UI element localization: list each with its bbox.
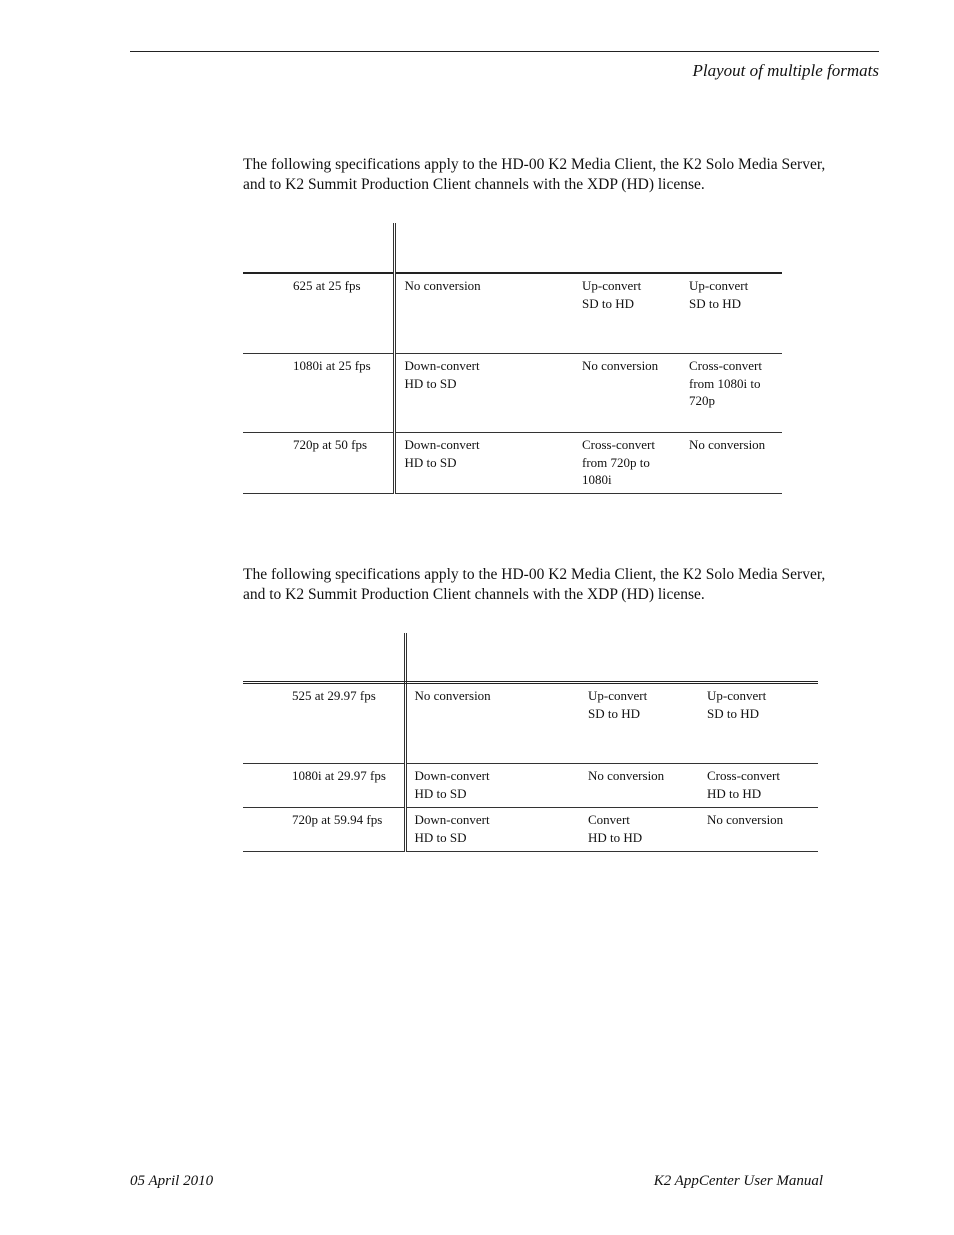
conversion-cell: Up-convert SD to HD [582, 273, 689, 354]
table-header-row [243, 633, 818, 683]
table-header-cell [707, 633, 818, 683]
conversion-cell: No conversion [689, 433, 782, 494]
conversion-cell: Down-convert HD to SD [405, 764, 588, 808]
conversion-cell: Down-convert HD to SD [394, 433, 582, 494]
table-row [243, 808, 818, 852]
table-header-cell [405, 633, 588, 683]
table-header-cell [582, 223, 689, 273]
conversion-cell: Down-convert HD to SD [394, 354, 582, 433]
section-1-intro: The following specifications apply to the HD-00 K2 Media Client, the K2 Solo Media Server, and to K2 Summit Production Client channels with the XDP (HD) license. [243, 156, 826, 193]
format-cell: 1080i at 25 fps [243, 354, 394, 433]
format-cell: 720p at 59.94 fps [243, 808, 405, 852]
conversion-cell: Cross-convert from 1080i to 720p [689, 354, 782, 433]
format-cell: 1080i at 29.97 fps [243, 764, 405, 808]
conversion-cell: No conversion [405, 683, 588, 764]
conversion-cell: Cross-convert HD to HD [707, 764, 818, 808]
conversion-cell: Up-convert SD to HD [588, 683, 707, 764]
table-header-cell [588, 633, 707, 683]
format-cell: 525 at 29.97 fps [243, 683, 405, 764]
section-2-intro: The following specifications apply to the HD-00 K2 Media Client, the K2 Solo Media Server, and to K2 Summit Production Client channels with the XDP (HD) license. [243, 566, 826, 603]
table-row [243, 764, 818, 808]
table-row [243, 354, 782, 433]
conversion-cell: Cross-convert from 720p to 1080i [582, 433, 689, 494]
table-header-cell [243, 633, 405, 683]
table-header-cell [243, 223, 394, 273]
table-row [243, 433, 782, 494]
conversion-cell: No conversion [394, 273, 582, 354]
table-header-cell [394, 223, 582, 273]
conversion-table-50hz [243, 223, 782, 494]
format-cell: 720p at 50 fps [243, 433, 394, 494]
table-row [243, 273, 782, 354]
conversion-cell: No conversion [707, 808, 818, 852]
table-header-row [243, 223, 782, 273]
format-cell: 625 at 25 fps [243, 273, 394, 354]
conversion-cell: Up-convert SD to HD [689, 273, 782, 354]
conversion-cell: Convert HD to HD [588, 808, 707, 852]
header-rule [130, 51, 879, 52]
conversion-cell: Down-convert HD to SD [405, 808, 588, 852]
table-row [243, 683, 818, 764]
conversion-table-60hz [243, 633, 818, 852]
conversion-cell: Up-convert SD to HD [707, 683, 818, 764]
footer-manual-title: K2 AppCenter User Manual [653, 1173, 823, 1189]
conversion-cell: No conversion [582, 354, 689, 433]
conversion-cell: No conversion [588, 764, 707, 808]
page-header-title: Playout of multiple formats [692, 61, 879, 80]
footer-date: 05 April 2010 [130, 1173, 214, 1189]
table-header-cell [689, 223, 782, 273]
